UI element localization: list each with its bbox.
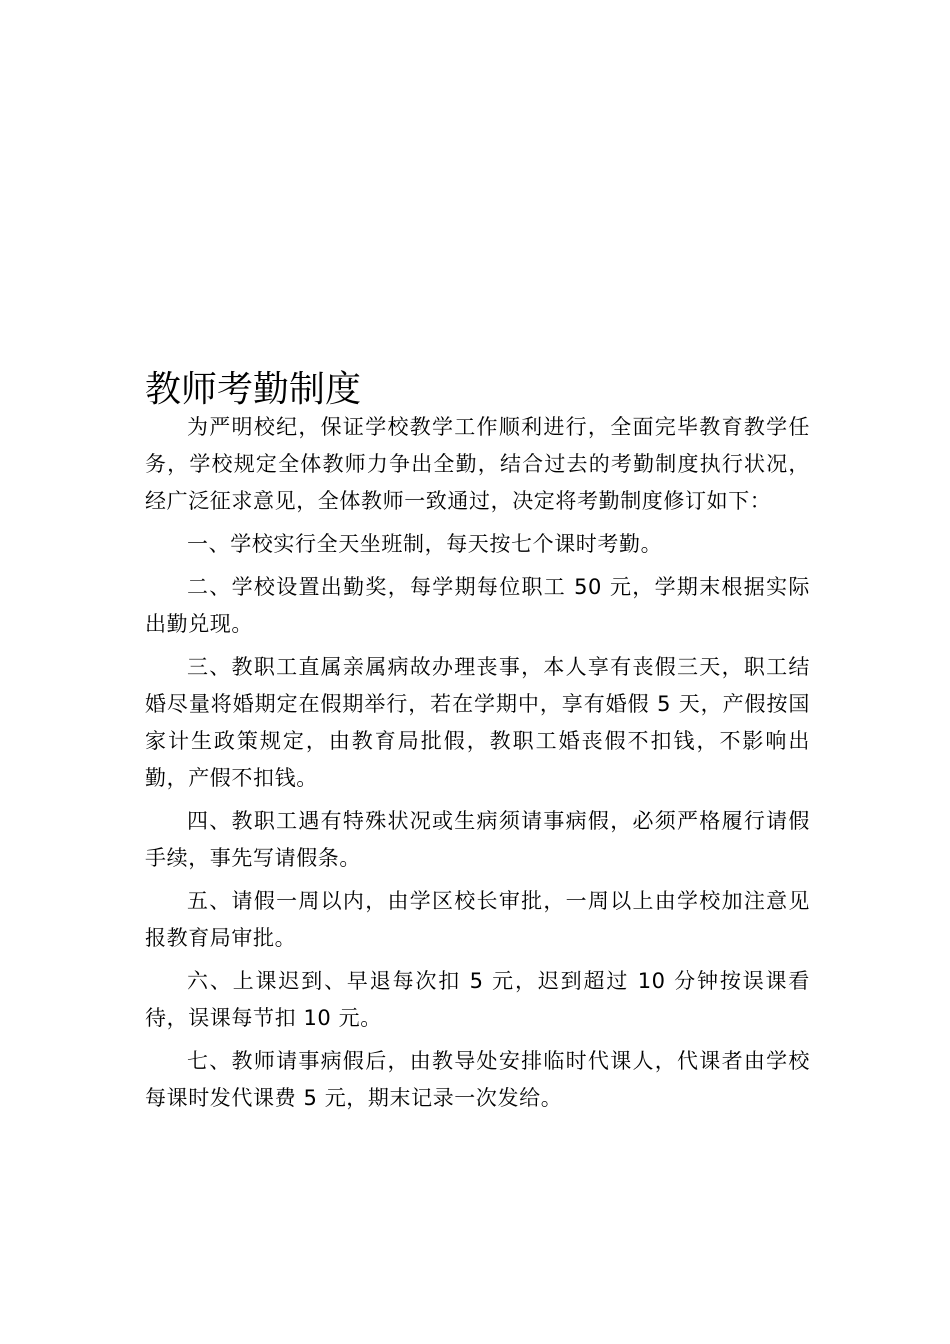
document-title: 教师考勤制度	[145, 369, 362, 410]
rule-item-2: 二、学校设置出勤奖，每学期每位职工 50 元，学期末根据实际出勤兑现。	[145, 575, 810, 636]
rule-item-3: 三、教职工直属亲属病故办理丧事，本人享有丧假三天，职工结婚尽量将婚期定在假期举行，若在学期中，享有婚假 5 天，产假按国家计生政策规定，由教育局批假，教职工婚丧假不扣钱，不影响出勤，产假不扣钱。	[145, 655, 810, 790]
intro-paragraph: 为严明校纪，保证学校教学工作顺利进行，全面完毕教育教学任务，学校规定全体教师力争出全勤，结合过去的考勤制度执行状况，经广泛征求意见，全体教师一致通过，决定将考勤制度修订如下：	[145, 415, 810, 513]
rule-item-6: 六、上课迟到、早退每次扣 5 元，迟到超过 10 分钟按误课看待，误课每节扣 10 元。	[145, 969, 810, 1030]
document-body	[145, 409, 810, 1123]
rule-item-7: 七、教师请事病假后，由教导处安排临时代课人，代课者由学校每课时发代课费 5 元，期末记录一次发给。	[145, 1049, 810, 1110]
rule-item-5: 五、请假一周以内，由学区校长审批，一周以上由学校加注意见报教育局审批。	[145, 889, 810, 950]
rule-item-4: 四、教职工遇有特殊状况或生病须请事病假，必须严格履行请假手续，事先写请假条。	[145, 809, 810, 870]
rule-item-1: 一、学校实行全天坐班制，每天按七个课时考勤。	[187, 532, 663, 556]
